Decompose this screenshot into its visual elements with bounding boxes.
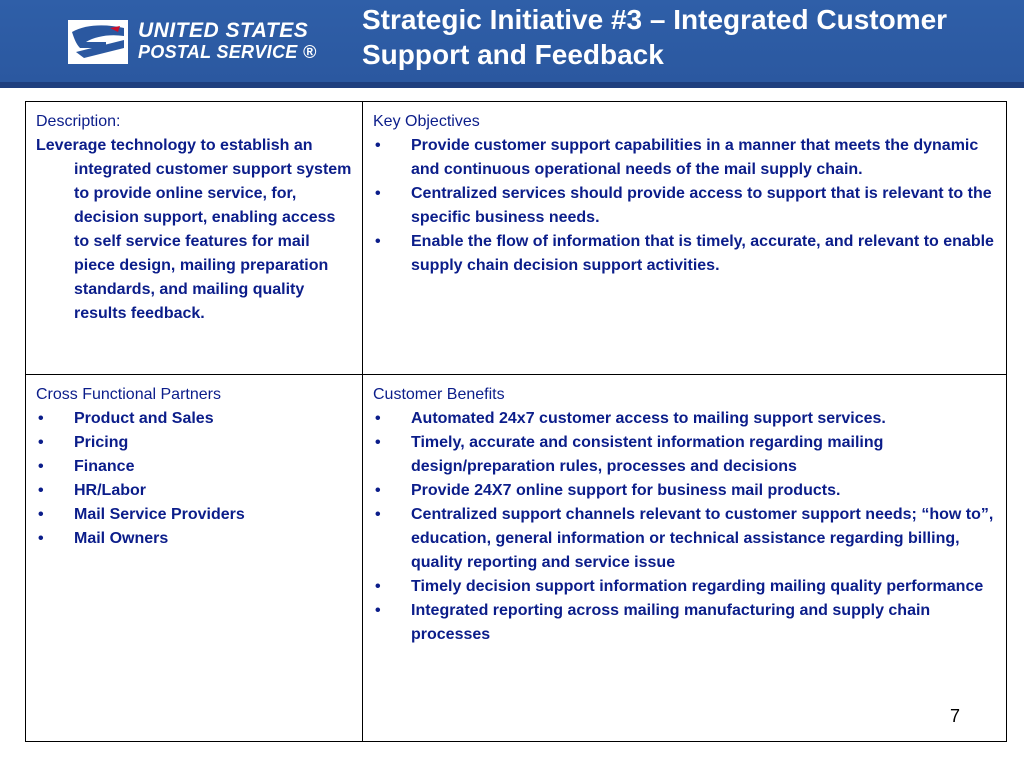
list-item — [373, 599, 996, 647]
objective-text: Enable the flow of information that is timely, accurate, and relevant to enable supply chain decision support activities. — [411, 233, 994, 274]
benefit-text: Provide 24X7 online support for business mail products. — [411, 482, 841, 499]
list-item — [373, 230, 996, 278]
bullet-icon: • — [38, 458, 44, 475]
bullet-icon: • — [375, 482, 381, 499]
bullet-icon: • — [375, 602, 381, 619]
list-item — [36, 407, 352, 431]
list-item — [36, 503, 352, 527]
bullet-icon: • — [375, 137, 381, 154]
objective-text: Provide customer support capabilities in a manner that meets the dynamic and continuous operational needs of the mail supply chain. — [411, 137, 979, 178]
list-item — [36, 479, 352, 503]
page-title: Strategic Initiative #3 – Integrated Customer Support and Feedback — [362, 4, 948, 70]
list-item — [36, 455, 352, 479]
partner-text: Mail Service Providers — [74, 506, 245, 523]
key-objectives-label: Key Objectives — [373, 113, 480, 130]
page-number: 7 — [950, 706, 961, 726]
bullet-icon: • — [38, 530, 44, 547]
list-item — [373, 431, 996, 479]
logo-text — [138, 19, 316, 63]
partner-text: HR/Labor — [74, 482, 146, 499]
benefit-text: Timely, accurate and consistent information regarding mailing design/preparation rules, processes and decisions — [411, 434, 884, 475]
key-objectives-cell — [363, 102, 1006, 375]
benefit-text: Timely decision support information regarding mailing quality performance — [411, 578, 984, 595]
partner-text: Finance — [74, 458, 135, 475]
partners-cell — [26, 375, 363, 741]
bullet-icon: • — [375, 578, 381, 595]
header-band — [0, 0, 1024, 88]
initiative-table — [25, 101, 1007, 742]
bullet-icon: • — [375, 410, 381, 427]
partner-text: Mail Owners — [74, 530, 169, 547]
benefit-text: Integrated reporting across mailing manufacturing and supply chain processes — [411, 602, 931, 643]
list-item — [373, 575, 996, 599]
bullet-icon: • — [38, 434, 44, 451]
logo-line2: POSTAL SERVICE ® — [138, 42, 317, 62]
usps-logo — [66, 16, 326, 66]
list-item — [36, 527, 352, 551]
bullet-icon: • — [375, 233, 381, 250]
list-item — [373, 503, 996, 575]
benefit-text: Centralized support channels relevant to customer support needs; “how to”, education, general information or technical assistance regarding billing, quality reporting and service issue — [411, 506, 994, 571]
partner-text: Pricing — [74, 434, 129, 451]
list-item — [373, 182, 996, 230]
bullet-icon: • — [375, 506, 381, 523]
logo-line1: UNITED STATES — [138, 19, 309, 42]
benefits-cell — [363, 375, 1006, 741]
eagle-icon — [66, 18, 130, 66]
list-item — [373, 479, 996, 503]
bullet-icon: • — [375, 434, 381, 451]
key-objectives-list — [373, 134, 996, 278]
bullet-icon: • — [375, 185, 381, 202]
benefits-list — [373, 407, 996, 647]
benefits-label: Customer Benefits — [373, 386, 505, 403]
bullet-icon: • — [38, 506, 44, 523]
description-label: Description: — [36, 113, 121, 130]
benefit-text: Automated 24x7 customer access to mailing support services. — [411, 410, 886, 427]
partners-label: Cross Functional Partners — [36, 386, 221, 403]
list-item — [373, 407, 996, 431]
bullet-icon: • — [38, 482, 44, 499]
partner-text: Product and Sales — [74, 410, 214, 427]
description-cell — [26, 102, 363, 375]
list-item — [373, 134, 996, 182]
bullet-icon: • — [38, 410, 44, 427]
partners-list — [36, 407, 352, 551]
list-item — [36, 431, 352, 455]
objective-text: Centralized services should provide access to support that is relevant to the specific business needs. — [411, 185, 992, 226]
description-text: Leverage technology to establish an integrated customer support system to provide online service, for, decision support, enabling access to self service features for mail piece design, mailing preparation standards, and mailing quality results feedback. — [36, 137, 352, 322]
